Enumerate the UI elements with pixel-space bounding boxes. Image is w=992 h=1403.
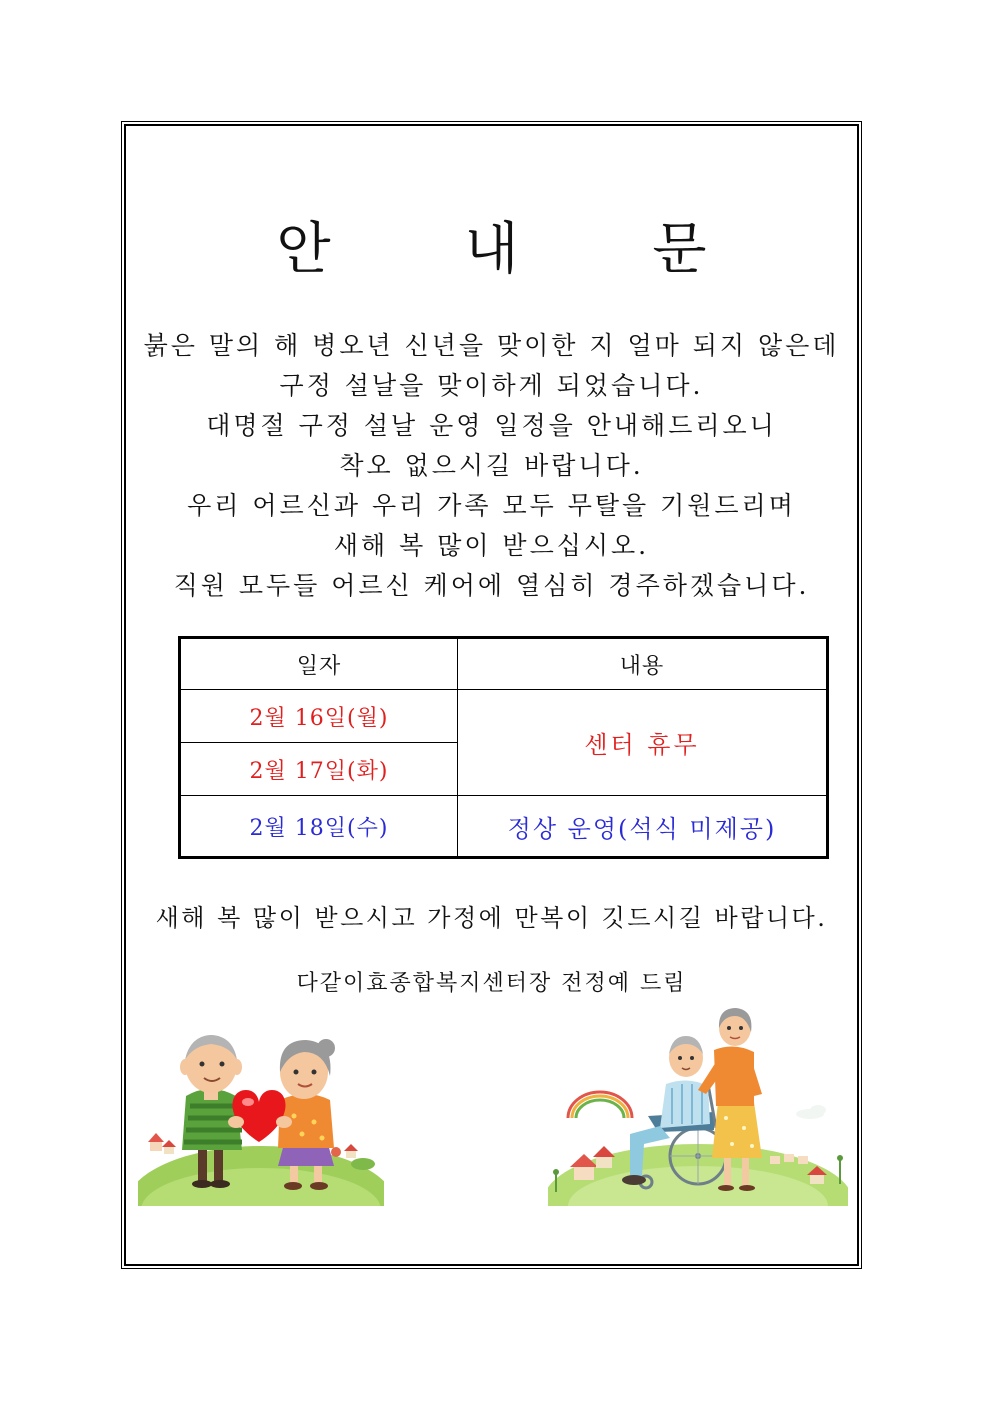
schedule-table [178,636,829,859]
content-cell-closed: 센터 휴무 [458,690,828,796]
date-cell-feb16: 2월 16일(월) [180,690,458,743]
date-cell-feb18: 2월 18일(수) [180,796,458,858]
table-header-row [180,638,828,690]
table-row [180,690,828,743]
header-content: 내용 [458,638,828,690]
content-cell-normal: 정상 운영(석식 미제공) [458,796,828,858]
body-line-5: 우리 어르신과 우리 가족 모두 무탈을 기원드리며 [187,491,796,520]
body-line-2: 구정 설날을 맞이하게 되었습니다. [279,371,704,400]
header-date: 일자 [180,638,458,690]
page-title: 안 내 문 [276,217,765,282]
body-line-1: 붉은 말의 해 병오년 신년을 맞이한 지 얼마 되지 않은데 [143,331,840,360]
body-line-6: 새해 복 많이 받으십시오. [333,531,650,560]
table-row [180,796,828,858]
body-line-7: 직원 모두들 어르신 케어에 열심히 경주하겠습니다. [173,571,810,600]
body-line-4: 착오 없으시길 바랍니다. [339,451,644,480]
date-cell-feb17: 2월 17일(화) [180,743,458,796]
signature: 다같이효종합복지센터장 전정예 드림 [296,971,687,996]
wheelchair-caregiver-illustration [548,1006,848,1206]
body-line-3: 대명절 구정 설날 운영 일정을 안내해드리오니 [206,411,777,440]
closing-message: 새해 복 많이 받으시고 가정에 만복이 깃드시길 바랍니다. [155,904,828,932]
elderly-couple-heart-illustration [138,1018,384,1206]
